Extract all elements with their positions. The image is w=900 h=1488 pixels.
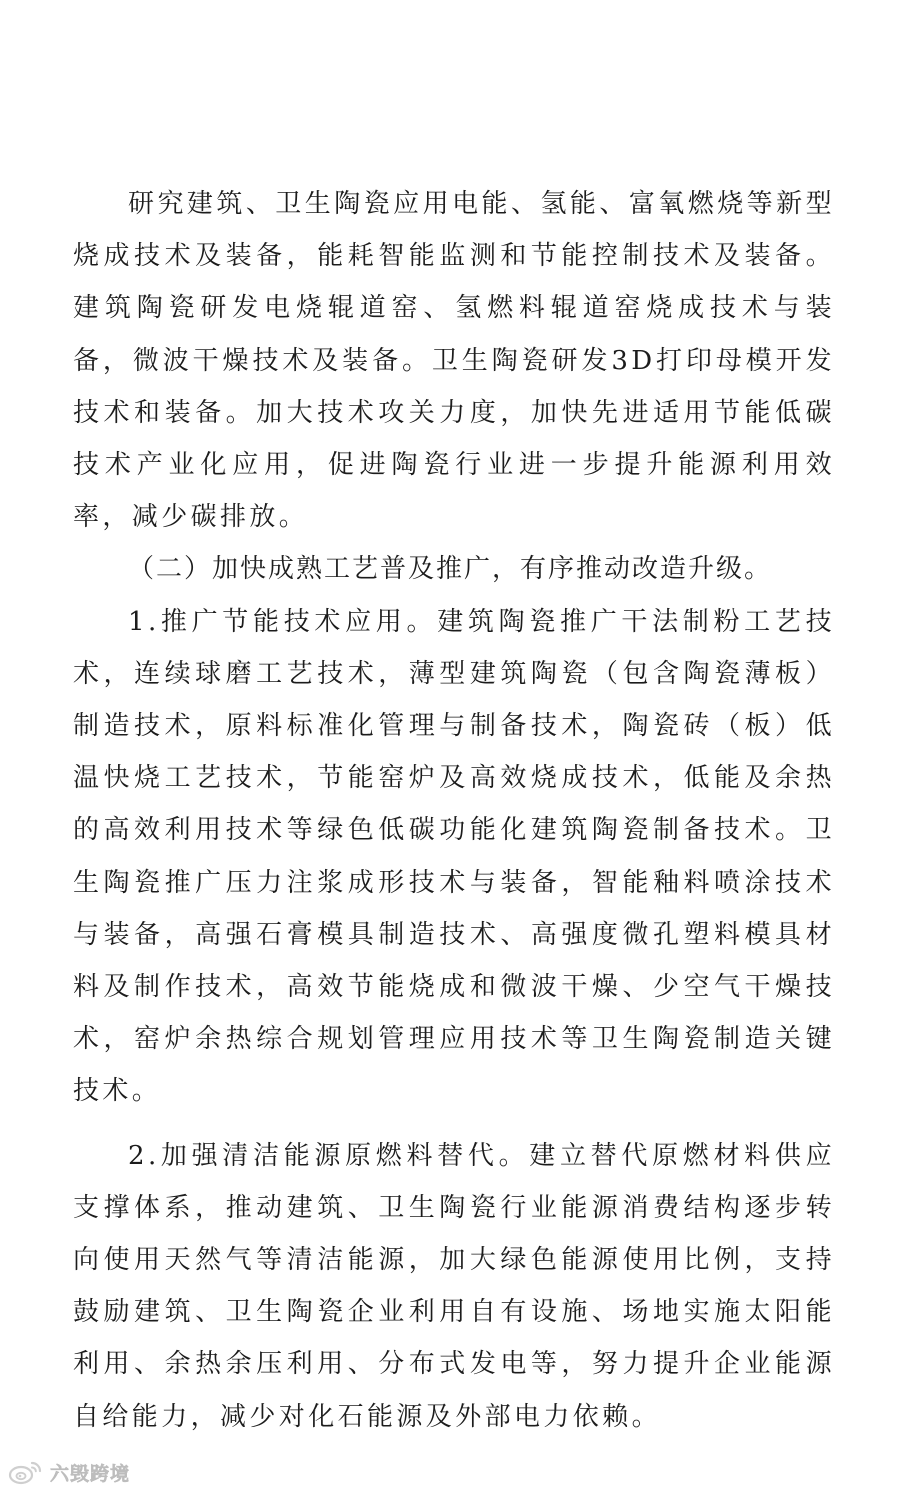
paragraph-tech-research: 研究建筑、卫生陶瓷应用电能、氢能、富氧燃烧等新型烧成技术及装备，能耗智能监测和节能控制技术及装备。建筑陶瓷研发电烧辊道窑、氢燃料辊道窑烧成技术与装备，微波干燥技术及装备。卫生陶瓷研发3D打印母模开发技术和装备。加大技术攻关力度，加快先进适用节能低碳技术产业化应用，促进陶瓷行业进一步提升能源利用效率，减少碳排放。 <box>73 189 835 533</box>
watermark-text: 六毁跨境 <box>50 1462 131 1485</box>
document-body <box>73 178 835 1443</box>
watermark <box>8 1457 130 1487</box>
paragraph-energy-saving-tech: 1.推广节能技术应用。建筑陶瓷推广干法制粉工艺技术，连续球磨工艺技术，薄型建筑陶瓷（包含陶瓷薄板）制造技术，原料标准化管理与制备技术，陶瓷砖（板）低温快烧工艺技术，节能窑炉及高效烧成技术，低能及余热的高效利用技术等绿色低碳功能化建筑陶瓷制备技术。卫生陶瓷推广压力注浆成形技术与装备，智能釉料喷涂技术与装备，高强石膏模具制造技术、高强度微孔塑料模具材料及制作技术，高效节能烧成和微波干燥、少空气干燥技术，窑炉余热综合规划管理应用技术等卫生陶瓷制造关键技术。 <box>73 606 835 1107</box>
paragraph-clean-energy: 2.加强清洁能源原燃料替代。建立替代原燃材料供应支撑体系，推动建筑、卫生陶瓷行业能源消费结构逐步转向使用天然气等清洁能源，加大绿色能源使用比例，支持鼓励建筑、卫生陶瓷企业利用自有设施、场地实施太阳能利用、余热余压利用、分布式发电等，努力提升企业能源自给能力，减少对化石能源及外部电力依赖。 <box>73 1140 835 1432</box>
weibo-logo-icon <box>8 1459 44 1485</box>
section-heading-2: （二）加快成熟工艺普及推广，有序推动改造升级。 <box>128 554 773 585</box>
